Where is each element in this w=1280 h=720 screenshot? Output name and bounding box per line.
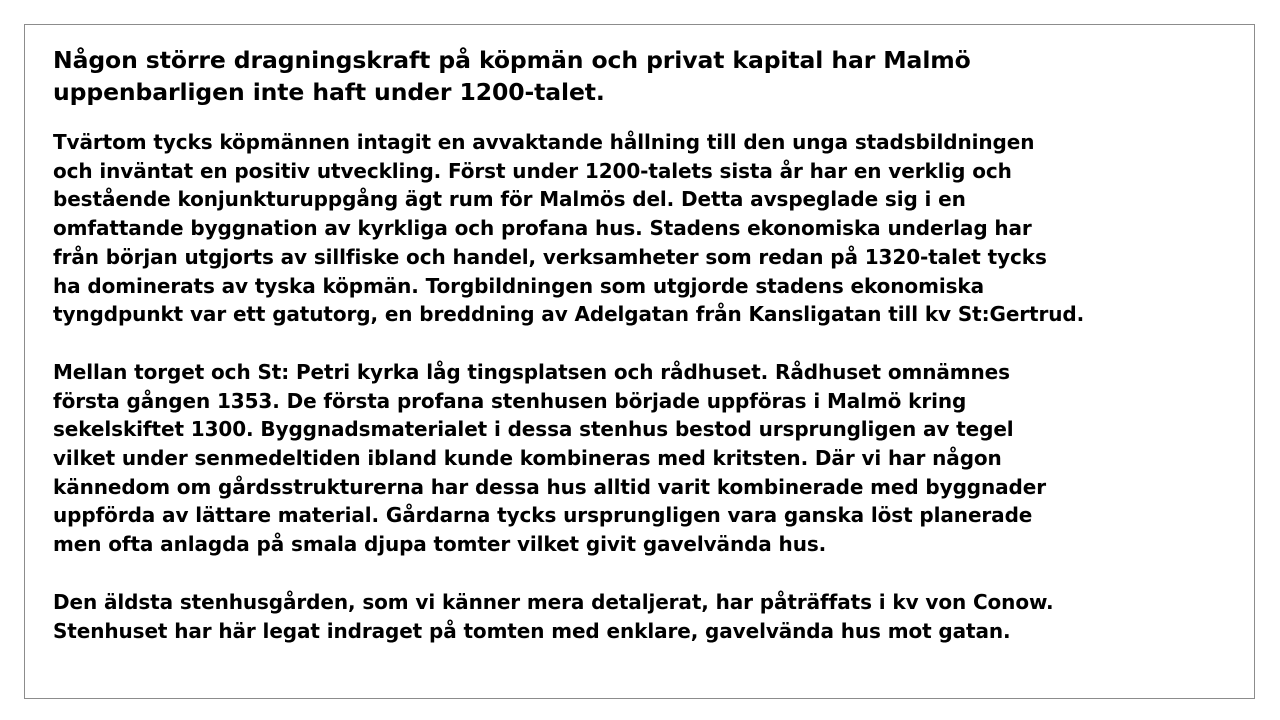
paragraph-1: Tvärtom tycks köpmännen intagit en avvaktande hållning till den unga stadsbildningen och inväntat en positiv utveckling. Först under 1200-talets sista år har en verklig och bestående konjunkturuppgång ägt rum för Malmös del. Detta avspeglade sig i en omfattande byggnation av kyrkliga och profana hus. Stadens ekonomiska underlag har från början utgjorts av sillfiske och handel, verksamheter som redan på 1320-talet tycks ha dominerats av tyska köpmän. Torgbildningen som utgjorde stadens ekonomiska tyngdpunkt var ett gatutorg, en breddning av Adelgatan från Kansligatan till kv St:Gertrud. (53, 130, 1085, 327)
paragraph-2: Mellan torget och St: Petri kyrka låg tingsplatsen och rådhuset. Rådhuset omnämnes första gången 1353. De första profana stenhusen började uppföras i Malmö kring sekelskiftet 1300. Byggnadsmaterialet i dessa stenhus bestod ursprungligen av tegel vilket under senmedeltiden ibland kunde kombineras med kritsten. Där vi har någon kännedom om gårdsstrukturerna har dessa hus alltid varit kombinerade med byggnader uppförda av lättare material. Gårdarna tycks ursprungligen vara ganska löst planerade men ofta anlagda på smala djupa tomter vilket givit gavelvända hus. (53, 359, 1046, 557)
slide-title: Någon större dragningskraft på köpmän och privat kapital har Malmö uppenbarligen inte haft under 1200-talet. (53, 46, 971, 106)
slide-content (53, 44, 1253, 674)
paragraph-3: Den äldsta stenhusgården, som vi känner mera detaljerat, har påträffats i kv von Conow. Stenhuset har här legat indraget på tomten med enklare, gavelvända hus mot gatan. (53, 589, 1054, 643)
